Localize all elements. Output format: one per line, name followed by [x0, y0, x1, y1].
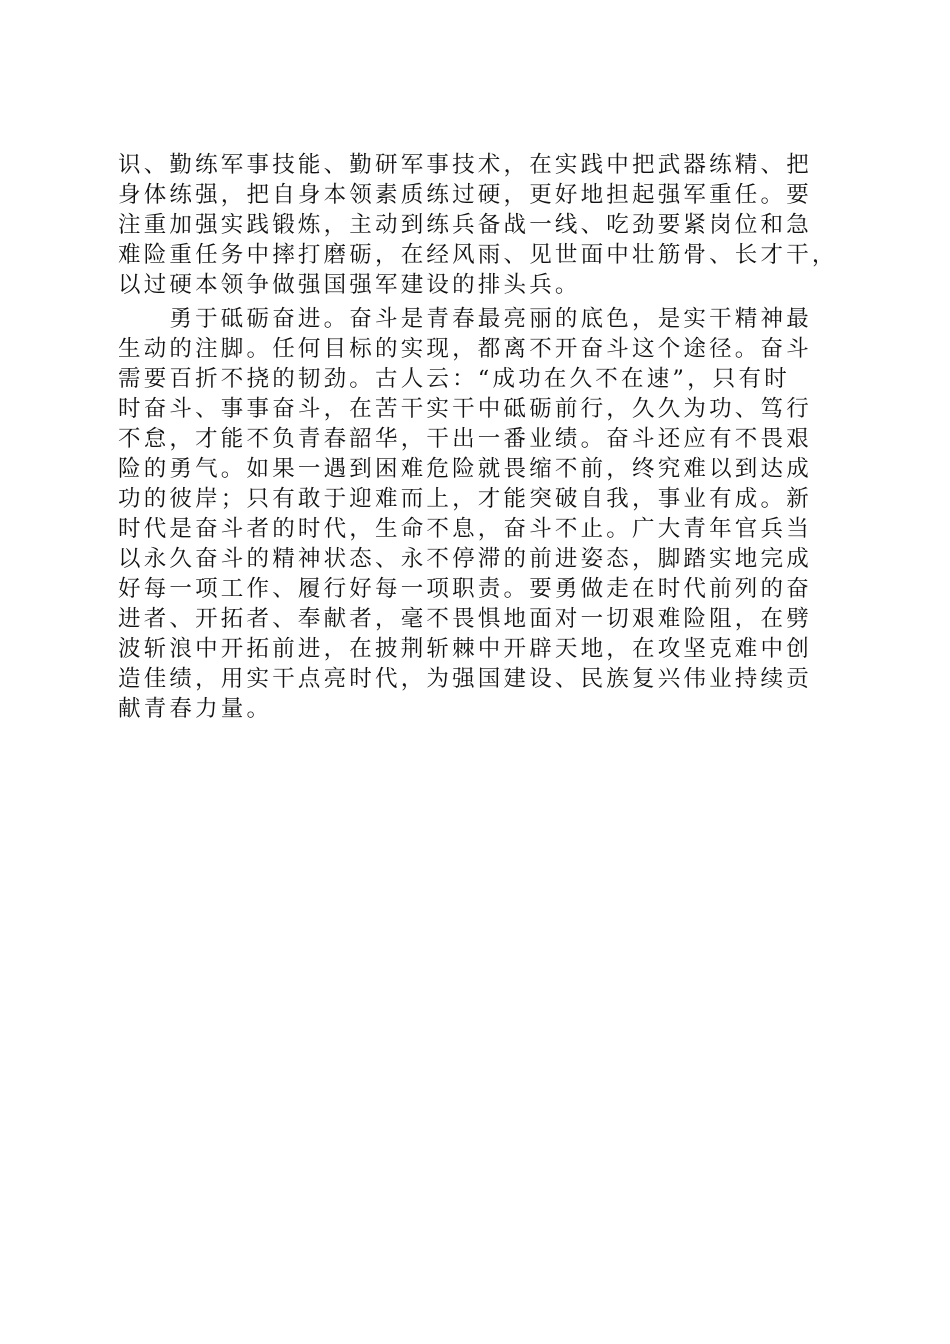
text-line: 身体练强，把自身本领素质练过硬，更好地担起强军重任。要	[118, 182, 812, 208]
text-line: 识、勤练军事技能、勤研军事技术，在实践中把武器练精、把	[118, 152, 812, 178]
document-page	[118, 150, 838, 724]
text-line: 时奋斗、事事奋斗，在苦干实干中砥砺前行，久久为功、笃行	[118, 396, 812, 422]
text-line: 时代是奋斗者的时代，生命不息，奋斗不止。广大青年官兵当	[118, 516, 812, 542]
text-line: 进者、开拓者、奉献者，毫不畏惧地面对一切艰难险阻，在劈	[118, 606, 812, 632]
text-line: 好每一项工作、履行好每一项职责。要勇做走在时代前列的奋	[118, 576, 812, 602]
text-line: 需要百折不挠的韧劲。古人云：“成功在久不在速”，只有时	[118, 366, 790, 392]
paragraph-striving	[118, 304, 838, 724]
text-line: 波斩浪中开拓前进，在披荆斩棘中开辟天地，在攻坚克难中创	[118, 636, 812, 662]
text-line: 以过硬本领争做强国强军建设的排头兵。	[118, 272, 581, 298]
text-line: 注重加强实践锻炼，主动到练兵备战一线、吃劲要紧岗位和急	[118, 212, 812, 238]
text-line: 不怠，才能不负青春韶华，干出一番业绩。奋斗还应有不畏艰	[118, 426, 812, 452]
text-line: 难险重任务中摔打磨砺，在经风雨、见世面中壮筋骨、长才干，	[118, 242, 838, 268]
text-line: 生动的注脚。任何目标的实现，都离不开奋斗这个途径。奋斗	[118, 336, 812, 362]
text-line: 险的勇气。如果一遇到困难危险就畏缩不前，终究难以到达成	[118, 456, 812, 482]
text-line: 献青春力量。	[118, 696, 273, 722]
text-line: 功的彼岸；只有敢于迎难而上，才能突破自我，事业有成。新	[118, 486, 812, 512]
text-line: 造佳绩，用实干点亮时代，为强国建设、民族复兴伟业持续贡	[118, 666, 812, 692]
text-line: 以永久奋斗的精神状态、永不停滞的前进姿态，脚踏实地完成	[118, 546, 812, 572]
text-line: 勇于砥砺奋进。奋斗是青春最亮丽的底色，是实干精神最	[118, 306, 812, 332]
paragraph-continued	[118, 150, 838, 300]
